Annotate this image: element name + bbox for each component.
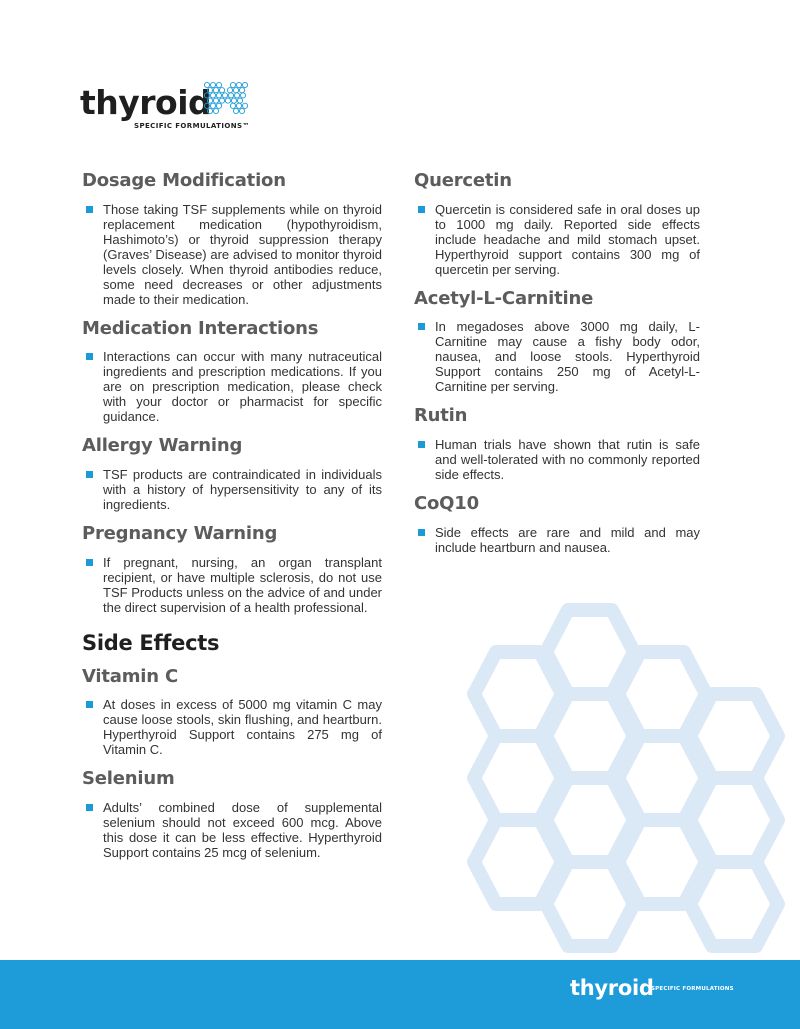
selenium-text: Adults’ combined dose of supplemental selenium should not exceed 600 mcg. Above this dose it can be less effective. Hyperthyroid Support contains 25 mcg of selenium. (103, 800, 382, 861)
vitamin-c-section (82, 667, 382, 758)
bullet-square-icon (86, 701, 93, 708)
bullet-square-icon (418, 206, 425, 213)
dosage-text: Those taking TSF supplements while on thyroid replacement medication (hypothyroidism, Hashimoto’s) or thyroid suppression therapy (Graves’ Disease) are advised to monitor thyroid levels closely. When thyroid antibodies reduce, some need decreases or other adjustments made to their medication. (103, 201, 382, 307)
interactions-text: Interactions can occur with many nutraceutical ingredients and prescription medications. If you are on prescription medication, please check with your doctor or pharmacist for specific guidance. (103, 349, 382, 425)
allergy-section (82, 436, 382, 512)
quercetin-text: Quercetin is considered safe in oral doses up to 1000 mg daily. Reported side effects include headache and mild stomach upset. Hyperthyroid support contains 300 mg of quercetin per serving. (435, 201, 700, 277)
dosage-heading: Dosage Modification (82, 170, 286, 191)
coq10-item (414, 525, 700, 555)
coq10-section (414, 494, 700, 555)
bullet-square-icon (418, 323, 425, 330)
footer-band (0, 960, 800, 1029)
bullet-square-icon (418, 529, 425, 536)
allergy-item (82, 467, 382, 512)
carnitine-section (414, 289, 700, 395)
pregnancy-item (82, 555, 382, 615)
selenium-item (82, 800, 382, 860)
bullet-square-icon (86, 804, 93, 811)
allergy-text: TSF products are contraindicated in individuals with a history of hypersensitivity to any of its ingredients. (103, 467, 382, 513)
vitamin-c-heading: Vitamin C (82, 665, 178, 687)
footer-tagline: SPECIFIC FORMULATIONS (651, 986, 734, 992)
hexagon-pattern-icon (460, 600, 800, 960)
quercetin-heading: Quercetin (414, 170, 512, 191)
carnitine-heading: Acetyl-L-Carnitine (414, 287, 594, 309)
interactions-section (82, 319, 382, 425)
pregnancy-heading: Pregnancy Warning (82, 523, 278, 545)
rutin-item (414, 437, 700, 482)
carnitine-text: In megadoses above 3000 mg daily, L-Carnitine may cause a fishy body odor, nausea, and loose stools. Hyperthyroid Support contains 250 mg of Acetyl-L-Carnitine per serving. (435, 319, 700, 395)
side-effects-title: Side Effects (82, 630, 220, 655)
logo-wordmark: thyroid (80, 83, 212, 122)
selenium-heading: Selenium (82, 768, 175, 790)
interactions-item (82, 349, 382, 424)
left-column (82, 168, 382, 860)
quercetin-item (414, 202, 700, 277)
thyroid-hex-logo-icon (202, 80, 250, 124)
bullet-square-icon (86, 206, 93, 213)
logo-tagline: SPECIFIC FORMULATIONS™ (134, 122, 250, 130)
rutin-section (414, 406, 700, 482)
bullet-square-icon (418, 441, 425, 448)
vitamin-c-text: At doses in excess of 5000 mg vitamin C may cause loose stools, skin flushing, and heartburn. Hyperthyroid Support contains 275 mg of Vitamin C. (103, 697, 382, 758)
quercetin-section (414, 171, 700, 277)
rutin-heading: Rutin (414, 405, 468, 427)
carnitine-item (414, 319, 700, 394)
right-column (414, 168, 700, 555)
allergy-heading: Allergy Warning (82, 435, 243, 457)
pregnancy-text: If pregnant, nursing, an organ transplant recipient, or have multiple sclerosis, do not use TSF Products unless on the advice of and under the direct supervision of a health professional. (103, 554, 382, 615)
vitamin-c-item (82, 697, 382, 757)
selenium-section (82, 769, 382, 860)
interactions-heading: Medication Interactions (82, 317, 319, 339)
bullet-square-icon (86, 471, 93, 478)
coq10-text: Side effects are rare and mild and may include heartburn and nausea. (435, 524, 700, 555)
dosage-section (82, 171, 382, 307)
bullet-square-icon (86, 559, 93, 566)
footer-wordmark: thyroid (570, 976, 654, 1000)
bullet-square-icon (86, 353, 93, 360)
pregnancy-section (82, 524, 382, 615)
coq10-heading: CoQ10 (414, 493, 479, 515)
rutin-text: Human trials have shown that rutin is safe and well-tolerated with no commonly reported side effects. (435, 437, 700, 483)
dosage-item (82, 202, 382, 307)
brand-logo (80, 80, 280, 140)
